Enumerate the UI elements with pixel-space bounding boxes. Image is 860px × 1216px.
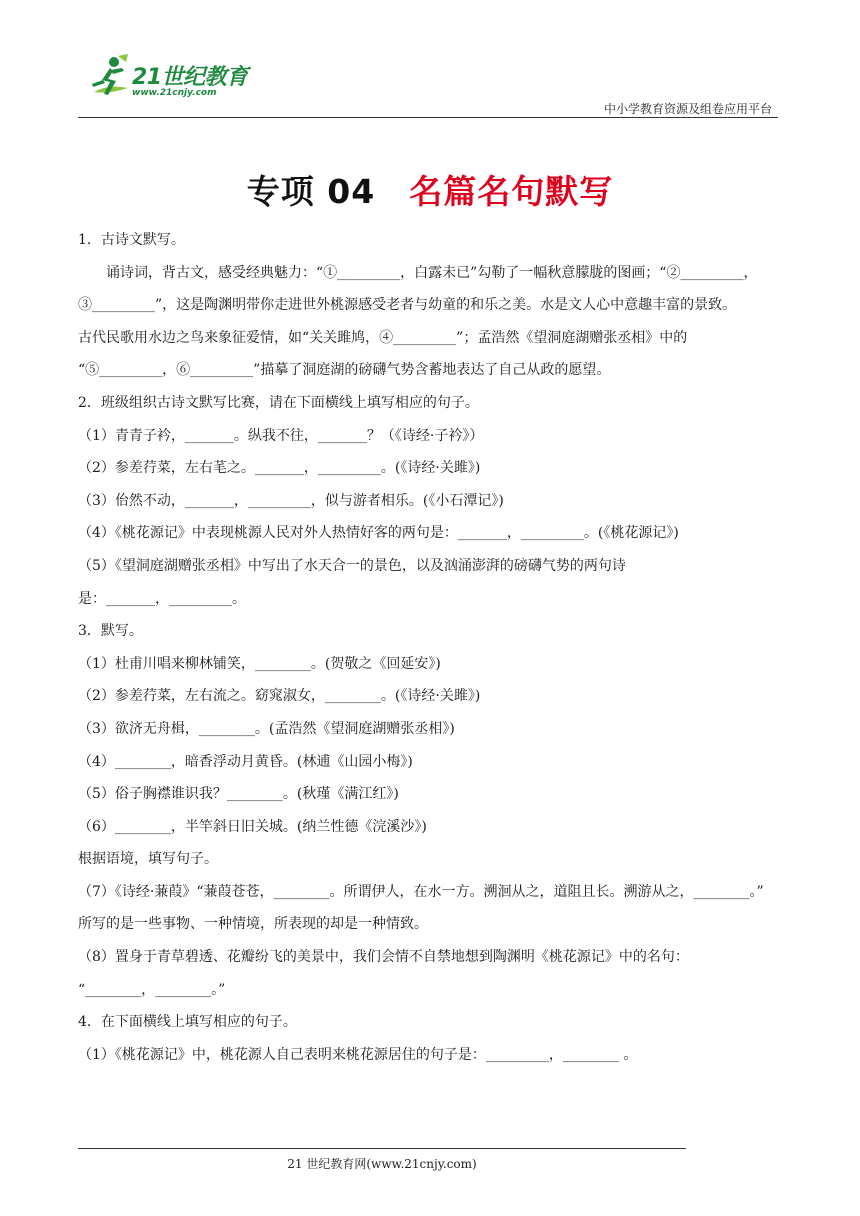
sub-question: （5）《望洞庭湖赠张丞相》中写出了水天合一的景色，以及汹涌澎湃的磅礴气势的两句诗 xyxy=(78,557,626,574)
sub-question: （3）欲济无舟楫，________。(孟浩然《望洞庭湖赠张丞相》) xyxy=(78,720,455,737)
platform-label: 中小学教育资源及组卷应用平台 xyxy=(603,102,772,116)
title-number: 专项 04 xyxy=(246,172,376,211)
footer-divider xyxy=(78,1148,686,1149)
text-line: 根据语境，填写句子。 xyxy=(78,851,218,868)
question-heading: 2．班级组织古诗文默写比赛，请在下面横线上填写相应的句子。 xyxy=(78,394,479,411)
sub-question: （3）佁然不动，_______，_________，似与游者相乐。(《小石潭记》) xyxy=(78,492,504,509)
question-heading: 3．默写。 xyxy=(78,623,143,640)
text-line: 是：_______，_________。 xyxy=(78,590,246,607)
text-line: ③_________”，这是陶渊明带你走进世外桃源感受老者与幼童的和乐之美。水是文人心中意趣丰富的景致。 xyxy=(78,297,737,314)
sub-question: （8）置身于青草碧透、花瓣纷飞的美景中，我们会情不自禁地想到陶渊明《桃花源记》中的名句： xyxy=(78,949,689,966)
sub-question: （5）俗子胸襟谁识我？________。(秋瑾《满江红》) xyxy=(78,786,399,803)
logo-text: 21世纪教育 xyxy=(132,65,248,90)
exercise-content xyxy=(78,224,788,1071)
logo-url: www.21cnjy.com xyxy=(132,88,217,98)
page-footer: 21 世纪教育网(www.21cnjy.com) xyxy=(287,1157,477,1171)
header-divider xyxy=(78,117,778,118)
sub-question: （4）《桃花源记》中表现桃源人民对外人热情好客的两句是：_______，_________。(《桃花源记》) xyxy=(78,525,679,542)
page-title xyxy=(0,166,860,213)
text-line: “⑤_________，⑥_________”描摹了洞庭湖的磅礴气势含蓄地表达了自己从政的愿望。 xyxy=(78,362,611,379)
text-line: 诵诗词，背古文，感受经典魅力：“①_________，白露未已”勾勒了一幅秋意朦胧的图画；“②_________， xyxy=(106,264,758,281)
sub-question: （2）参差荇菜，左右芼之。_______，_________。(《诗经·关雎》) xyxy=(78,460,481,477)
question-heading: 1．古诗文默写。 xyxy=(78,232,185,248)
sub-question: （1）杜甫川唱来柳林铺笑，________。(贺敬之《回延安》) xyxy=(78,655,441,672)
sub-question: （1）《桃花源记》中，桃花源人自己表明来桃花源居住的句子是：_________，________ 。 xyxy=(78,1046,638,1063)
sub-question: （1）青青子衿，_______。纵我不往，_______？（《诗经·子衿》） xyxy=(78,427,484,444)
sub-question: （2）参差荇菜，左右流之。窈窕淑女，________。(《诗经·关雎》) xyxy=(78,688,481,705)
title-topic: 名篇名句默写 xyxy=(409,172,614,211)
question-heading: 4．在下面横线上填写相应的句子。 xyxy=(78,1014,297,1031)
sub-question: （6）________，半竿斜日旧关城。(纳兰性德《浣溪沙》) xyxy=(78,818,427,835)
text-line: 古代民歌用水边之鸟来象征爱情，如“关关雎鸠，④_________”；孟浩然《望洞庭湖赠张丞相》中的 xyxy=(78,329,688,346)
text-line: 所写的是一些事物、一种情境，所表现的却是一种情致。 xyxy=(78,916,428,933)
logo xyxy=(84,54,264,106)
text-line: “________，________。” xyxy=(78,981,226,998)
sub-question: （7）《诗经·蒹葭》“蒹葭苍苍，________。所谓伊人，在水一方。溯洄从之，道阻且长。溯游从之，________。” xyxy=(78,883,764,900)
sub-question: （4）________，暗香浮动月黄昏。(林逋《山园小梅》) xyxy=(78,753,413,770)
runner-logo-icon xyxy=(84,54,132,104)
page-header xyxy=(78,50,778,120)
